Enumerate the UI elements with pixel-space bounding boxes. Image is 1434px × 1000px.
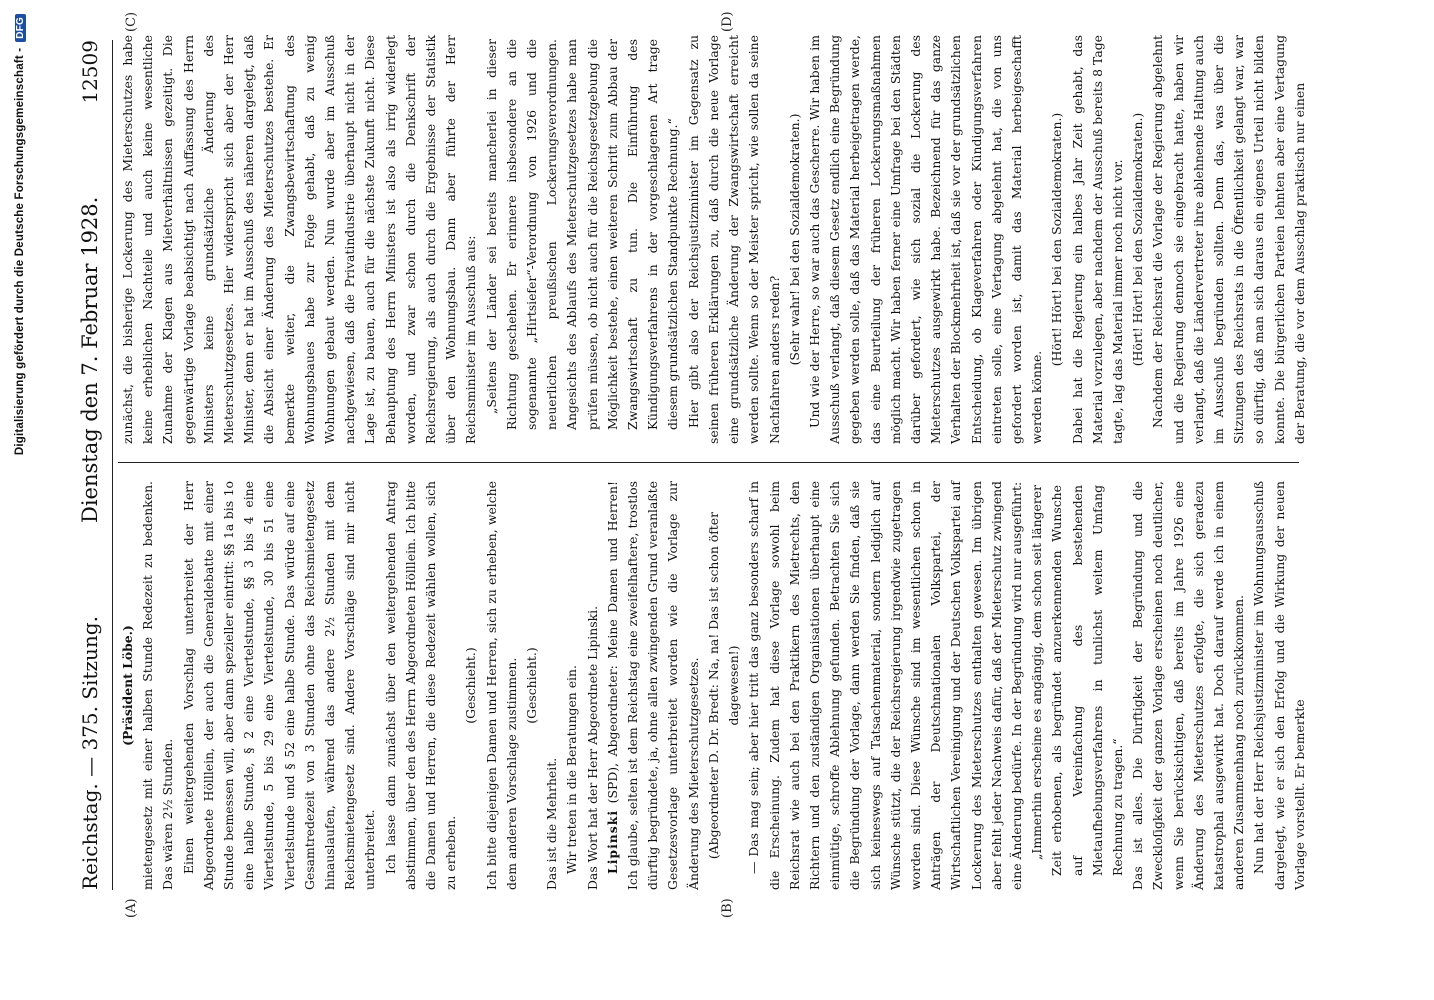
credit-text: Digitalisierung gefördert durch die Deutsche Forschungsgemeinschaft - (14, 47, 26, 456)
paragraph: Das ist die Mehrheit. (544, 757, 560, 890)
header-date: Dienstag den 7. Februar 1928. (78, 196, 102, 524)
paragraph: mietengesetz mit einer halben Stunde Redezeit zu bedenken. Das wären 2½ Stunden. (140, 481, 176, 890)
paragraph: Das Wort hat der Herr Abgeordnete Lipinski. (584, 605, 600, 890)
speech-text: (SPD), Abgeordneter: Meine Damen und Herren! Ich glaube, selten ist dem Reichstag eine zweifelhaftere, trostlos dürftig begründete, ja, ohne allen zwingenden Grund veranlaßte Gesetzesvorlage unterbreitet worden wie die Vorlage zur Änderung des Mieterschutzgesetzes. (604, 481, 701, 890)
paragraph: Ich lasse dann zunächst über den weitergehenden Antrag abstimmen, über den des Herrn Abgeordneten Hölllein. Ich bitte die Damen und Herren, die diese Redezeit wählen wollen, sich zu erheben. (382, 481, 459, 890)
paragraph: Hier gibt also der Reichsjustizminister im Gegensatz zu seinen früheren Erklärungen zu, daß durch die neue Vorlage eine grundsätzliche Änderung der Zwangswirtschaft erreicht werden sollte. Wenn so der Meister spricht, wie sollen da seine Nachfahren anders reden? (685, 35, 782, 444)
interjection: (Hört! Hört! bei den Sozialdemokraten.) (1049, 112, 1065, 367)
paragraph: — Das mag sein; aber hier tritt das ganz besonders scharf in die Erscheinung. Zudem hat diese Vorlage sowohl beim Reichsrat wie auch bei den Praktikern des Mietrechts, den Richtern und den zuständigen Organisationen überhaupt eine einmütige, schroffe Ablehnung gefunden. Betrachten Sie sich die Begründung der Vorlage, dann werden Sie finden, daß sie sich keineswegs auf Tatsachenmaterial, sondern lediglich auf Wünsche stützt, die der Reichsregierung irgendwie zugetragen worden sind. Diese Wünsche sind im wesentlichen schon in Anträgen der Deutschnationalen Volkspartei, der Wirtschaftlichen Vereinigung und der Deutschen Volkspartei auf Lockerung des Mieterschutzes enthalten gewesen. Im übrigen aber fehlt jeder Nachweis dafür, daß der Mieterschutz zwingend eine Änderung bedürfe. In der Begründung wird nur ausgeführt: (746, 481, 1024, 890)
dfg-logo: DFG (15, 14, 26, 42)
paragraph: (Geschieht.) (524, 647, 540, 724)
paragraph: Dabei hat die Regierung ein halbes Jahr Zeit gehabt, das Material vorzulegen, aber nachdem der Ausschuß bereits 8 Tage tagte, lag das Material immer noch nicht vor. (1069, 35, 1125, 444)
paragraph: Nun hat der Herr Reichsjustizminister im Wohnungsausschuß dargelegt, wie er sich den Erfolg und die Wirkung der neuen Vorlage vorstellt. Er bemerkte (1251, 481, 1307, 890)
paragraph: Und wie der Herre, so war auch das Gescherre. Wir haben im Ausschuß verlangt, daß diesem Gesetz endlich eine Begründung gegeben werden solle, daß das Material herbeigetragen werde, das eine Beurteilung der früheren Lockerungsmaßnahmen möglich macht. Wir haben ferner eine Umfrage bei den Städten darüber gefordert, wie sich sozial die Lockerung des Mieterschutzes ausgewirkt habe. Bezeichnend für das ganze Verhalten der Blockmehrheit ist, daß sie vor der grundsätzlichen Entscheidung, ob Klageverfahren oder Kündigungsverfahren eintreten solle, eine Vertagung abgelehnt hat, die von uns gefordert worden ist, damit das Material herbeigeschafft werden könne. (806, 35, 1045, 444)
quote: „Immerhin erscheine es angängig, dem schon seit längerer Zeit erhobenen, als begründet anzuerkennenden Wunsche auf Vereinfachung des bestehenden Mietaufhebungsverfahrens in tunlichst weitem Umfang Rechnung zu tragen.“ (1029, 485, 1125, 876)
paragraph: Ich bitte diejenigen Damen und Herren, sich zu erheben, welche dem anderen Vorschlage zustimmen. (483, 481, 519, 890)
page-header (78, 40, 113, 890)
interjection: (Sehr wahr! bei den Sozialdemokraten.) (786, 113, 802, 366)
paragraph: (Geschieht.) (463, 647, 479, 724)
paragraph: Nachdem der Reichsrat die Vorlage der Regierung abgelehnt und die Regierung dennoch sie eingebracht hatte, haben wir verlangt, daß die Ländervertreter ihre ablehnende Haltung auch im Ausschuß begründen sollten. Denn das, was über die Sitzungen des Reichsrats in die Öffentlichkeit gelangt war, war so dürftig, daß man sich daraus ein eigenes Urteil nicht bilden konnte. Die bürgerlichen Parteien lehnten aber eine Vertagung der Beratung, die vor dem Ausschlag praktisch nur einen (1150, 35, 1307, 444)
paragraph: Wir treten in die Beratungen ein. (564, 665, 580, 874)
paragraph: Einen weitergehenden Vorschlag unterbreitet der Herr Abgeordnete Hölllein, der auch die Generaldebatte mit einer Stunde bemessen will, aber dann spezieller eintritt: §§ 1a bis 1o eine halbe Stunde, § 2 eine Viertelstunde, §§ 3 bis 4 eine Viertelstunde, 5 bis 29 eine Viertelstunde, 30 bis 51 eine Viertelstunde und § 52 eine halbe Stunde. Das würde auf eine Gesamtredezeit von 3 Stunden ohne das Reichsmietengesetz hinauslaufen, während das andere 2½ Stunden mit dem Reichsmietengesetz sind. Andere Vorschläge sind mir nicht unterbreitet. (180, 481, 378, 890)
digitization-credit (8, 0, 32, 1000)
speech (603, 481, 704, 890)
interjection: (Abgeordneter D. Dr. Bredt: Na, na! Das ist schon öfter dagewesen!) (705, 511, 742, 860)
margin-mark-d: (D) (720, 11, 735, 32)
column-left (118, 481, 1307, 890)
margin-mark-b: (B) (720, 898, 735, 918)
interjection: (Hört! Hört! bei den Sozialdemokraten.) (1130, 112, 1146, 367)
paragraph: Das ist alles. Die Dürftigkeit der Begründung und die Zweckloſigkeit der ganzen Vorlage erscheinen noch deutlicher, wenn Sie berücksichtigen, daß bereits im Jahre 1926 eine Änderung des Mieterschutzes erfolgte, die sich geradezu katastrophal ausgewirkt hat. Doch darauf werde ich in einem anderen Zusammenhang noch zurückkommen. (1130, 481, 1247, 890)
page-number: 12509 (78, 40, 102, 104)
column-right (118, 35, 1307, 444)
header-left: Reichstag. — 375. Sitzung. (78, 616, 102, 890)
quote: „Seitens der Länder sei bereits mancherlei in dieser Richtung geschehen. Er erinnere insbesondere an die sogenannte „Hirtsiefer“-Verordnung von 1926 und die neuerlichen preußischen Lockerungsverordnungen. Angesichts des Ablaufs des Mieterschutzgesetzes habe man prüfen müssen, ob nicht auch für die Reichsgesetzgebung die Möglichkeit bestehe, einen weiteren Schritt zum Abbau der Zwangswirtschaft zu tun. Die Einführung des Kündigungsverfahrens in der vorgeschlagenen Art trage diesem grundsätzlichen Standpunkte Rechnung.“ (483, 39, 681, 430)
margin-mark-c: (C) (124, 11, 139, 32)
column-divider (118, 462, 1299, 463)
speaker-reference: (Präsident Löbe.) (120, 625, 135, 746)
text-columns (118, 35, 1307, 890)
paragraph: zunächst, die bisherige Lockerung des Mieterschutzes habe keine erheblichen Nachteile und auch keine wesentliche Zunahme der Klagen aus Mietverhältnissen gezeitigt. Die gegenwärtige Vorlage beabsichtigt nach Auffassung des Herrn Ministers keine grundsätzliche Änderung des Mieterschutzgesetzes. Hier widerspricht sich aber der Herr Minister, denn er hat im Ausschuß des näheren dargelegt, daß die Absicht einer Änderung des Mieterschutzes bestehe. Er bemerkte weiter, die Zwangsbewirtschaftung des Wohnungsbaues habe zur Folge gehabt, daß zu wenig Wohnungen gebaut werden. Nun wurde aber im Ausschuß nachgewiesen, daß die Privatindustrie überhaupt nicht in der Lage ist, zu bauen, auch für die nächste Zukunft nicht. Diese Behauptung des Herrn Ministers ist also als irrig widerlegt worden, und zwar schon durch die Denkschrift der Reichsregierung, als auch durch die Ergebnisse der Statistik über den Wohnungsbau. Dann aber führte der Herr Reichsminister im Ausschuß aus: (120, 35, 479, 444)
margin-mark-a: (A) (124, 898, 139, 918)
speaker-name: Lipinski (604, 809, 620, 874)
